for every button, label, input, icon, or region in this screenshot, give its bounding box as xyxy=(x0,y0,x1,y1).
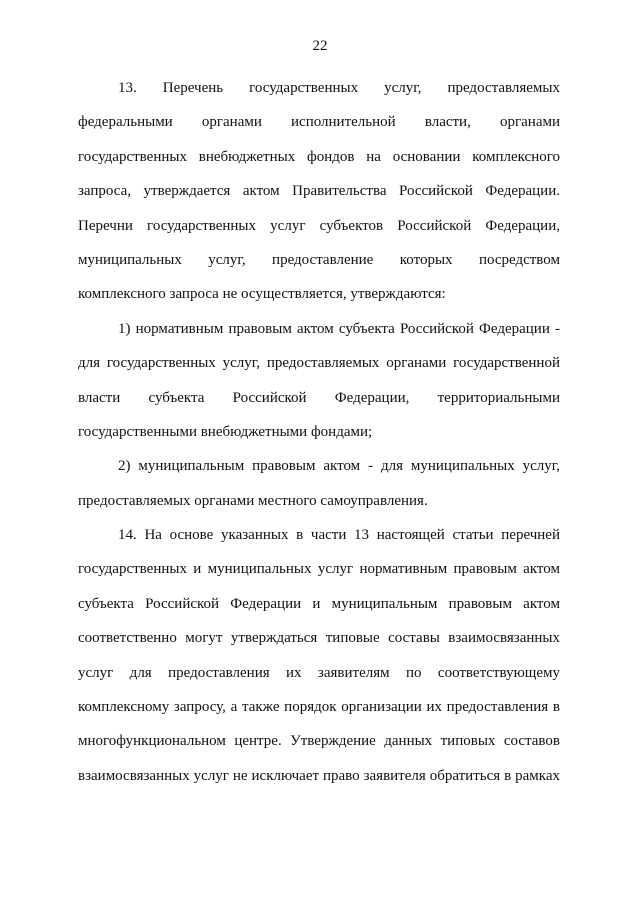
text-line: государственных и муниципальных услуг нормативным правовым актом xyxy=(78,561,560,578)
text-line: многофункциональном центре. Утверждение данных типовых составов xyxy=(78,733,560,750)
text-line: 14. На основе указанных в части 13 настоящей статьи перечней xyxy=(118,527,560,544)
text-line: федеральными органами исполнительной власти, органами xyxy=(78,114,560,131)
text-line: власти субъекта Российской Федерации, территориальными xyxy=(78,389,560,406)
text-line: запроса, утверждается актом Правительства Российской Федерации. xyxy=(78,183,560,200)
text-line: соответственно могут утверждаться типовые составы взаимосвязанных xyxy=(78,630,560,647)
text-line: услуг для предоставления их заявителям по соответствующему xyxy=(78,664,560,681)
text-line: 2) муниципальным правовым актом - для муниципальных услуг, xyxy=(118,458,560,475)
text-line: субъекта Российской Федерации и муниципальным правовым актом xyxy=(78,595,560,612)
text-line: взаимосвязанных услуг не исключает право заявителя обратиться в рамках xyxy=(78,767,560,784)
page-number: 22 xyxy=(312,38,328,54)
text-line: государственными внебюджетными фондами; xyxy=(78,423,373,440)
document-body xyxy=(78,71,560,793)
text-line: для государственных услуг, предоставляемых органами государственной xyxy=(78,355,560,372)
text-line: комплексному запросу, а также порядок организации их предоставления в xyxy=(78,699,560,716)
text-line: Перечни государственных услуг субъектов Российской Федерации, xyxy=(78,217,560,234)
text-line: государственных внебюджетных фондов на основании комплексного xyxy=(78,148,560,165)
text-line: предоставляемых органами местного самоуправления. xyxy=(78,492,428,509)
text-line: 13. Перечень государственных услуг, предоставляемых xyxy=(118,80,560,96)
text-line: комплексного запроса не осуществляется, утверждаются: xyxy=(78,286,446,303)
text-line: 1) нормативным правовым актом субъекта Российской Федерации - xyxy=(118,320,560,337)
text-line: муниципальных услуг, предоставление которых посредством xyxy=(78,251,560,268)
